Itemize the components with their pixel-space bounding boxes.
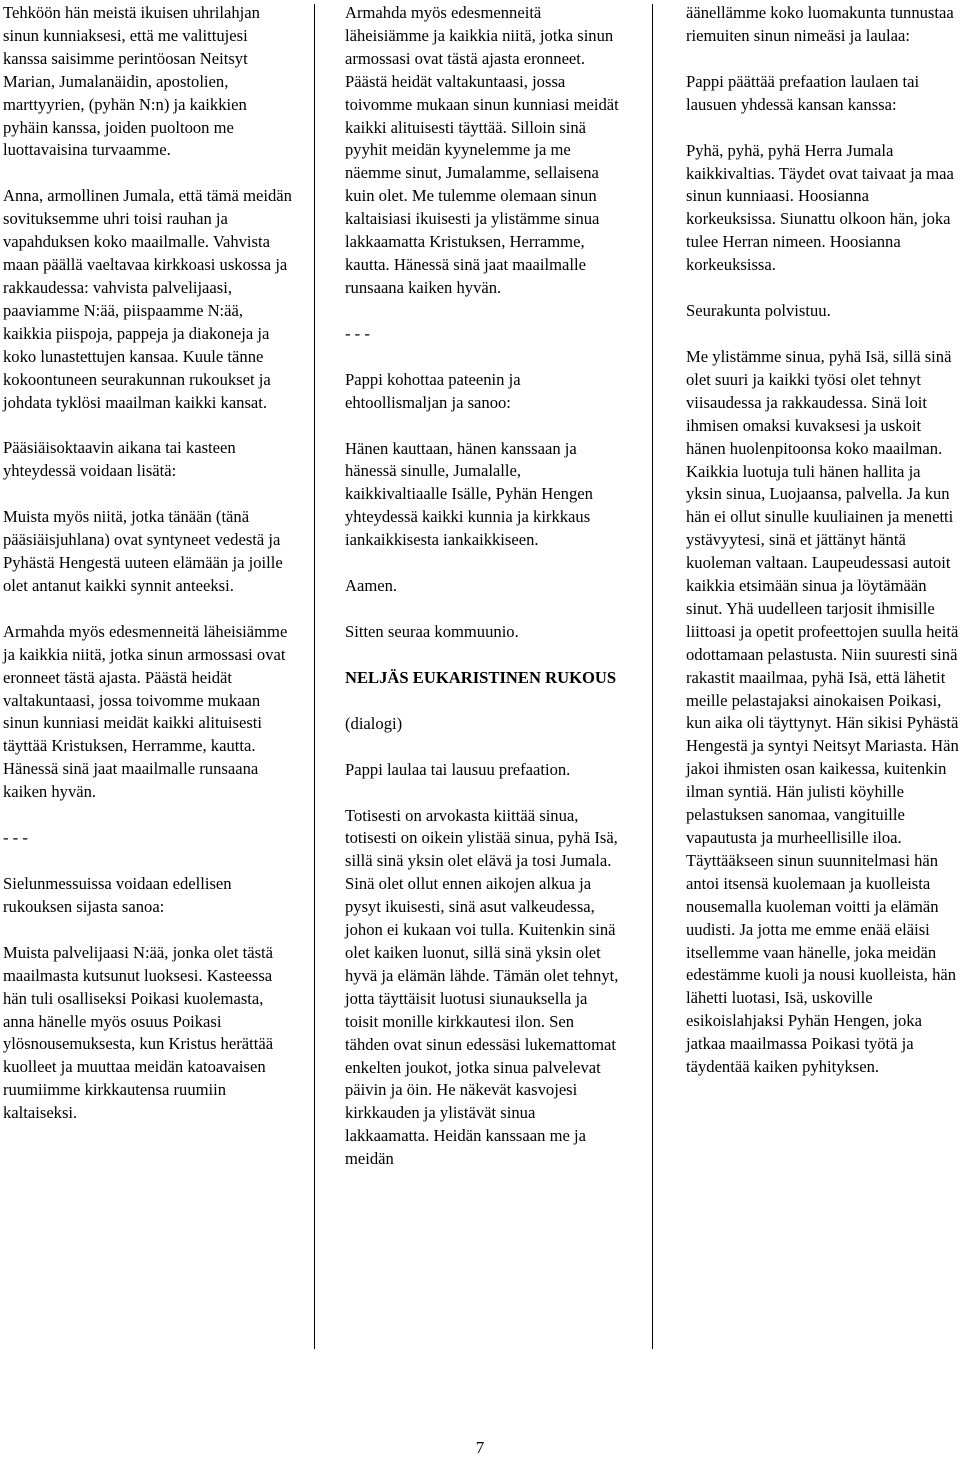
paragraph: Pääsiäisoktaavin aikana tai kasteen yhteydessä voidaan lisätä: <box>3 438 236 481</box>
paragraph: Tehköön hän meistä ikuisen uhrilahjan sinun kunniaksesi, että me valittujesi kanssa saisimme perintöosan Neitsyt Marian, Jumalanäidin, apostolien, marttyyrien, (pyhän N:n) ja kaikkien pyhäin kanssa, joiden puoltoon me luottavaisina turvaamme. <box>3 3 260 160</box>
paragraph: Anna, armollinen Jumala, että tämä meidän sovituksemme uhri toisi rauhan ja vapahduksen koko maailmalle. Vahvista maan päällä vaeltavaa kirkkoasi uskossa ja rakkaudessa: vahvista palvelijaasi, paaviamme N:ää, piispaamme N:ää, kaikkia piispoja, pappeja ja diakoneja ja koko lunastettujen kansaa. Kuule tänne kokoontuneen seurakunnan rukoukset ja johdata tyklösi maailman kaikki kansat. <box>3 186 292 412</box>
paragraph: Pappi päättää prefaation laulaen tai lausuen yhdessä kansan kanssa: <box>686 71 920 114</box>
paragraph: Seurakunta polvistuu. <box>686 301 831 321</box>
paragraph: (dialogi) <box>345 713 403 733</box>
paragraph: Hänen kauttaan, hänen kanssaan ja hänessä sinulle, Jumalalle, kaikkivaltiaalle Isälle, Pyhän Hengen yhteydessä kaikki kunnia ja kirkkaus iankaikkisesta iankaikkiseen. <box>345 438 593 550</box>
paragraph: Muista myös niitä, jotka tänään (tänä pääsiäisjuhlana) ovat syntyneet vedestä ja Pyhästä Hengestä uuteen elämään ja joille olet antanut kaikki synnit anteeksi. <box>3 507 283 595</box>
paragraph: Pyhä, pyhä, pyhä Herra Jumala kaikkivaltias. Täydet ovat taivaat ja maa sinun kunniaasi. Hoosianna korkeuksissa. Siunattu olkoon hän, joka tulee Herran nimeen. Hoosianna korkeuksissa. <box>686 140 954 275</box>
paragraph: äänellämme koko luomakunta tunnustaa riemuiten sinun nimeäsi ja laulaa: <box>686 3 954 45</box>
paragraph: Aamen. <box>345 576 398 596</box>
text-column-left <box>3 2 295 1125</box>
column-divider <box>314 4 315 1349</box>
section-separator: - - - <box>345 323 370 343</box>
paragraph: Armahda myös edesmenneitä läheisiämme ja kaikkia niitä, jotka sinun armossasi ovat eronneet tästä ajasta. Päästä heidät valtakuntaasi, jossa toivomme mukaan sinun kunniasi meidät kaikki alituisesti täyttää Kristuksen, Herramme, kautta. Hänessä sinä jaat maailmalle runsaana kaiken hyvän. <box>3 621 288 802</box>
text-column-right <box>686 2 960 1079</box>
page-number: 7 <box>475 1438 485 1457</box>
section-heading: NELJÄS EUKARISTINEN RUKOUS <box>345 667 617 687</box>
paragraph: Muista palvelijaasi N:ää, jonka olet tästä maailmasta kutsunut luoksesi. Kasteessa hän tuli osalliseksi Poikasi kuolemasta, anna hänelle myös osuus Poikasi ylösnousemuksesta, kun Kristus herättää kuolleet ja muuttaa meidän katoavaisen ruumiimme kirkkautensa ruumiin kaltaiseksi. <box>3 942 274 1123</box>
column-divider <box>652 4 653 1349</box>
paragraph: Sielunmessuissa voidaan edellisen rukouksen sijasta sanoa: <box>3 874 232 916</box>
paragraph: Pappi laulaa tai lausuu prefaation. <box>345 759 571 779</box>
text-column-middle <box>345 2 621 1171</box>
section-separator: - - - <box>3 828 28 848</box>
paragraph: Me ylistämme sinua, pyhä Isä, sillä sinä olet suuri ja kaikki työsi olet tehnyt viisaudessa ja rakkaudessa. Sinä loit ihmisen omaksi kuvaksesi ja uskoit hänen huolenpitoonsa koko maailman. Kaikkia luotuja tuli hänen hallita ja yksin sinua, Luojaansa, palvella. Ja kun hän ei ollut sinulle kuuliainen ja menetti ystävyytesi, sinä et jättänyt häntä kuoleman valtaan. Laupeudessasi autoit kaikkia etsimään sinua ja löytämään sinut. Yhä uudelleen tarjosit ihmisille liittoasi ja opetit profeettojen suulla heitä odottamaan pelastusta. Niin suuresti sinä rakastit maailmaa, pyhä Isä, että lähetit meille pelastajaksi ainokaisen Poikasi, kun aika oli täyttynyt. Hän sikisi Pyhästä Hengestä ja syntyi Neitsyt Mariasta. Hän jakoi ihmisten osan kaikessa, kuitenkin ilman syntiä. Hän julisti köyhille pelastuksen sanomaa, vangituille vapautusta ja murheellisille iloa. Täyttääkseen sinun suunnitelmasi hän antoi itsensä kuolemaan ja kuolleista nousemalla kuoleman voitti ja elämän uudisti. Ja jotta me emme enää eläisi itsellemme vaan hänelle, joka meidän edestämme kuoli ja nousi kuolleista, hän lähetti luotasi, Isä, uskoville esikoislahjaksi Pyhän Hengen, joka jatkaa maailmassa Poikasi työtä ja täydentää kaiken pyhityksen. <box>686 346 959 1077</box>
paragraph: Pappi kohottaa pateenin ja ehtoollismaljan ja sanoo: <box>345 369 521 412</box>
paragraph: Sitten seuraa kommuunio. <box>345 621 519 641</box>
paragraph: Armahda myös edesmenneitä läheisiämme ja kaikkia niitä, jotka sinun armossasi ovat tästä ajasta eronneet. Päästä heidät valtakuntaasi, jossa toivomme mukaan sinun kunniasi meidät kaikki alituisesti täyttää. Silloin sinä pyyhit meidän kyynelemme ja me näemme sinut, Jumalamme, sellaisena kuin olet. Me tulemme olemaan sinun kaltaisiasi ikuisesti ja ylistämme sinua lakkaamatta Kristuksen, Herramme, kautta. Hänessä sinä jaat maailmalle runsaana kaiken hyvän. <box>345 3 619 297</box>
paragraph: Totisesti on arvokasta kiittää sinua, totisesti on oikein ylistää sinua, pyhä Isä, sillä sinä yksin olet elävä ja tosi Jumala. Sinä olet ollut ennen aikojen alkua ja pysyt ikuisesti, sinä asut valkeudessa, johon ei kukaan voi tulla. Kuitenkin sinä olet kaiken luonut, sillä sinä yksin olet hyvä ja elämän lähde. Tämän olet tehnyt, jotta täyttäisit luotusi siunauksella ja toisit monille kirkkautesi ilon. Sen tähden ovat sinun edessäsi lukemattomat enkelten joukot, jotka sinua palvelevat päivin ja öin. He näkevät kasvojesi kirkkauden ja ylistävät sinua lakkaamatta. Heidän kanssaan me ja meidän <box>345 805 619 1169</box>
